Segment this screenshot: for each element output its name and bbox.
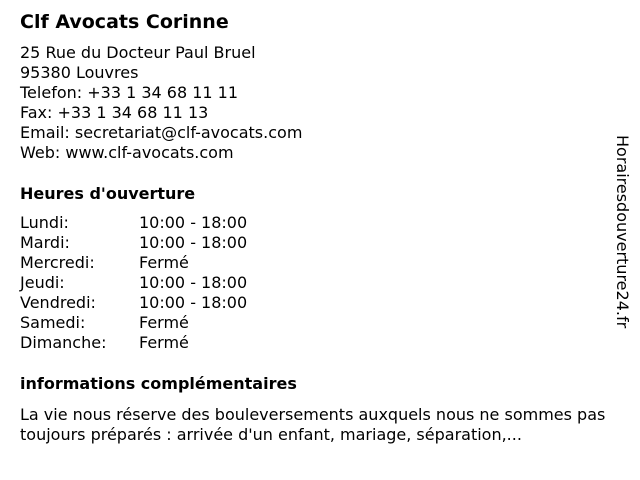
contact-block (20, 43, 302, 163)
email-line: Email: secretariat@clf-avocats.com (20, 123, 303, 142)
day-hours: 10:00 - 18:00 (139, 273, 248, 292)
day-hours: 10:00 - 18:00 (139, 213, 248, 232)
city-postcode: 95380 Louvres (20, 63, 139, 82)
day-label: Vendredi: (20, 293, 96, 312)
day-hours: 10:00 - 18:00 (139, 293, 248, 312)
opening-hours-heading: Heures d'ouverture (20, 184, 196, 203)
additional-info-heading: informations complémentaires (20, 374, 297, 393)
site-watermark: Horairesdouverture24.fr (613, 135, 632, 329)
day-hours: Fermé (139, 253, 189, 272)
web-line: Web: www.clf-avocats.com (20, 143, 234, 162)
street-address: 25 Rue du Docteur Paul Bruel (20, 43, 256, 62)
day-label: Lundi: (20, 213, 69, 232)
phone-line: Telefon: +33 1 34 68 11 11 (20, 83, 239, 102)
day-label: Jeudi: (20, 273, 65, 292)
business-name: Clf Avocats Corinne (20, 11, 229, 33)
day-label: Dimanche: (20, 333, 107, 352)
day-label: Mercredi: (20, 253, 95, 272)
additional-info-text: La vie nous réserve des bouleversements auxquels nous ne sommes pas toujours préparés : arrivée d'un enfant, mariage, séparation,... (20, 405, 606, 444)
day-hours: 10:00 - 18:00 (139, 233, 248, 252)
day-hours: Fermé (139, 313, 189, 332)
day-hours: Fermé (139, 333, 189, 352)
day-label: Mardi: (20, 233, 70, 252)
day-label: Samedi: (20, 313, 86, 332)
fax-line: Fax: +33 1 34 68 11 13 (20, 103, 209, 122)
